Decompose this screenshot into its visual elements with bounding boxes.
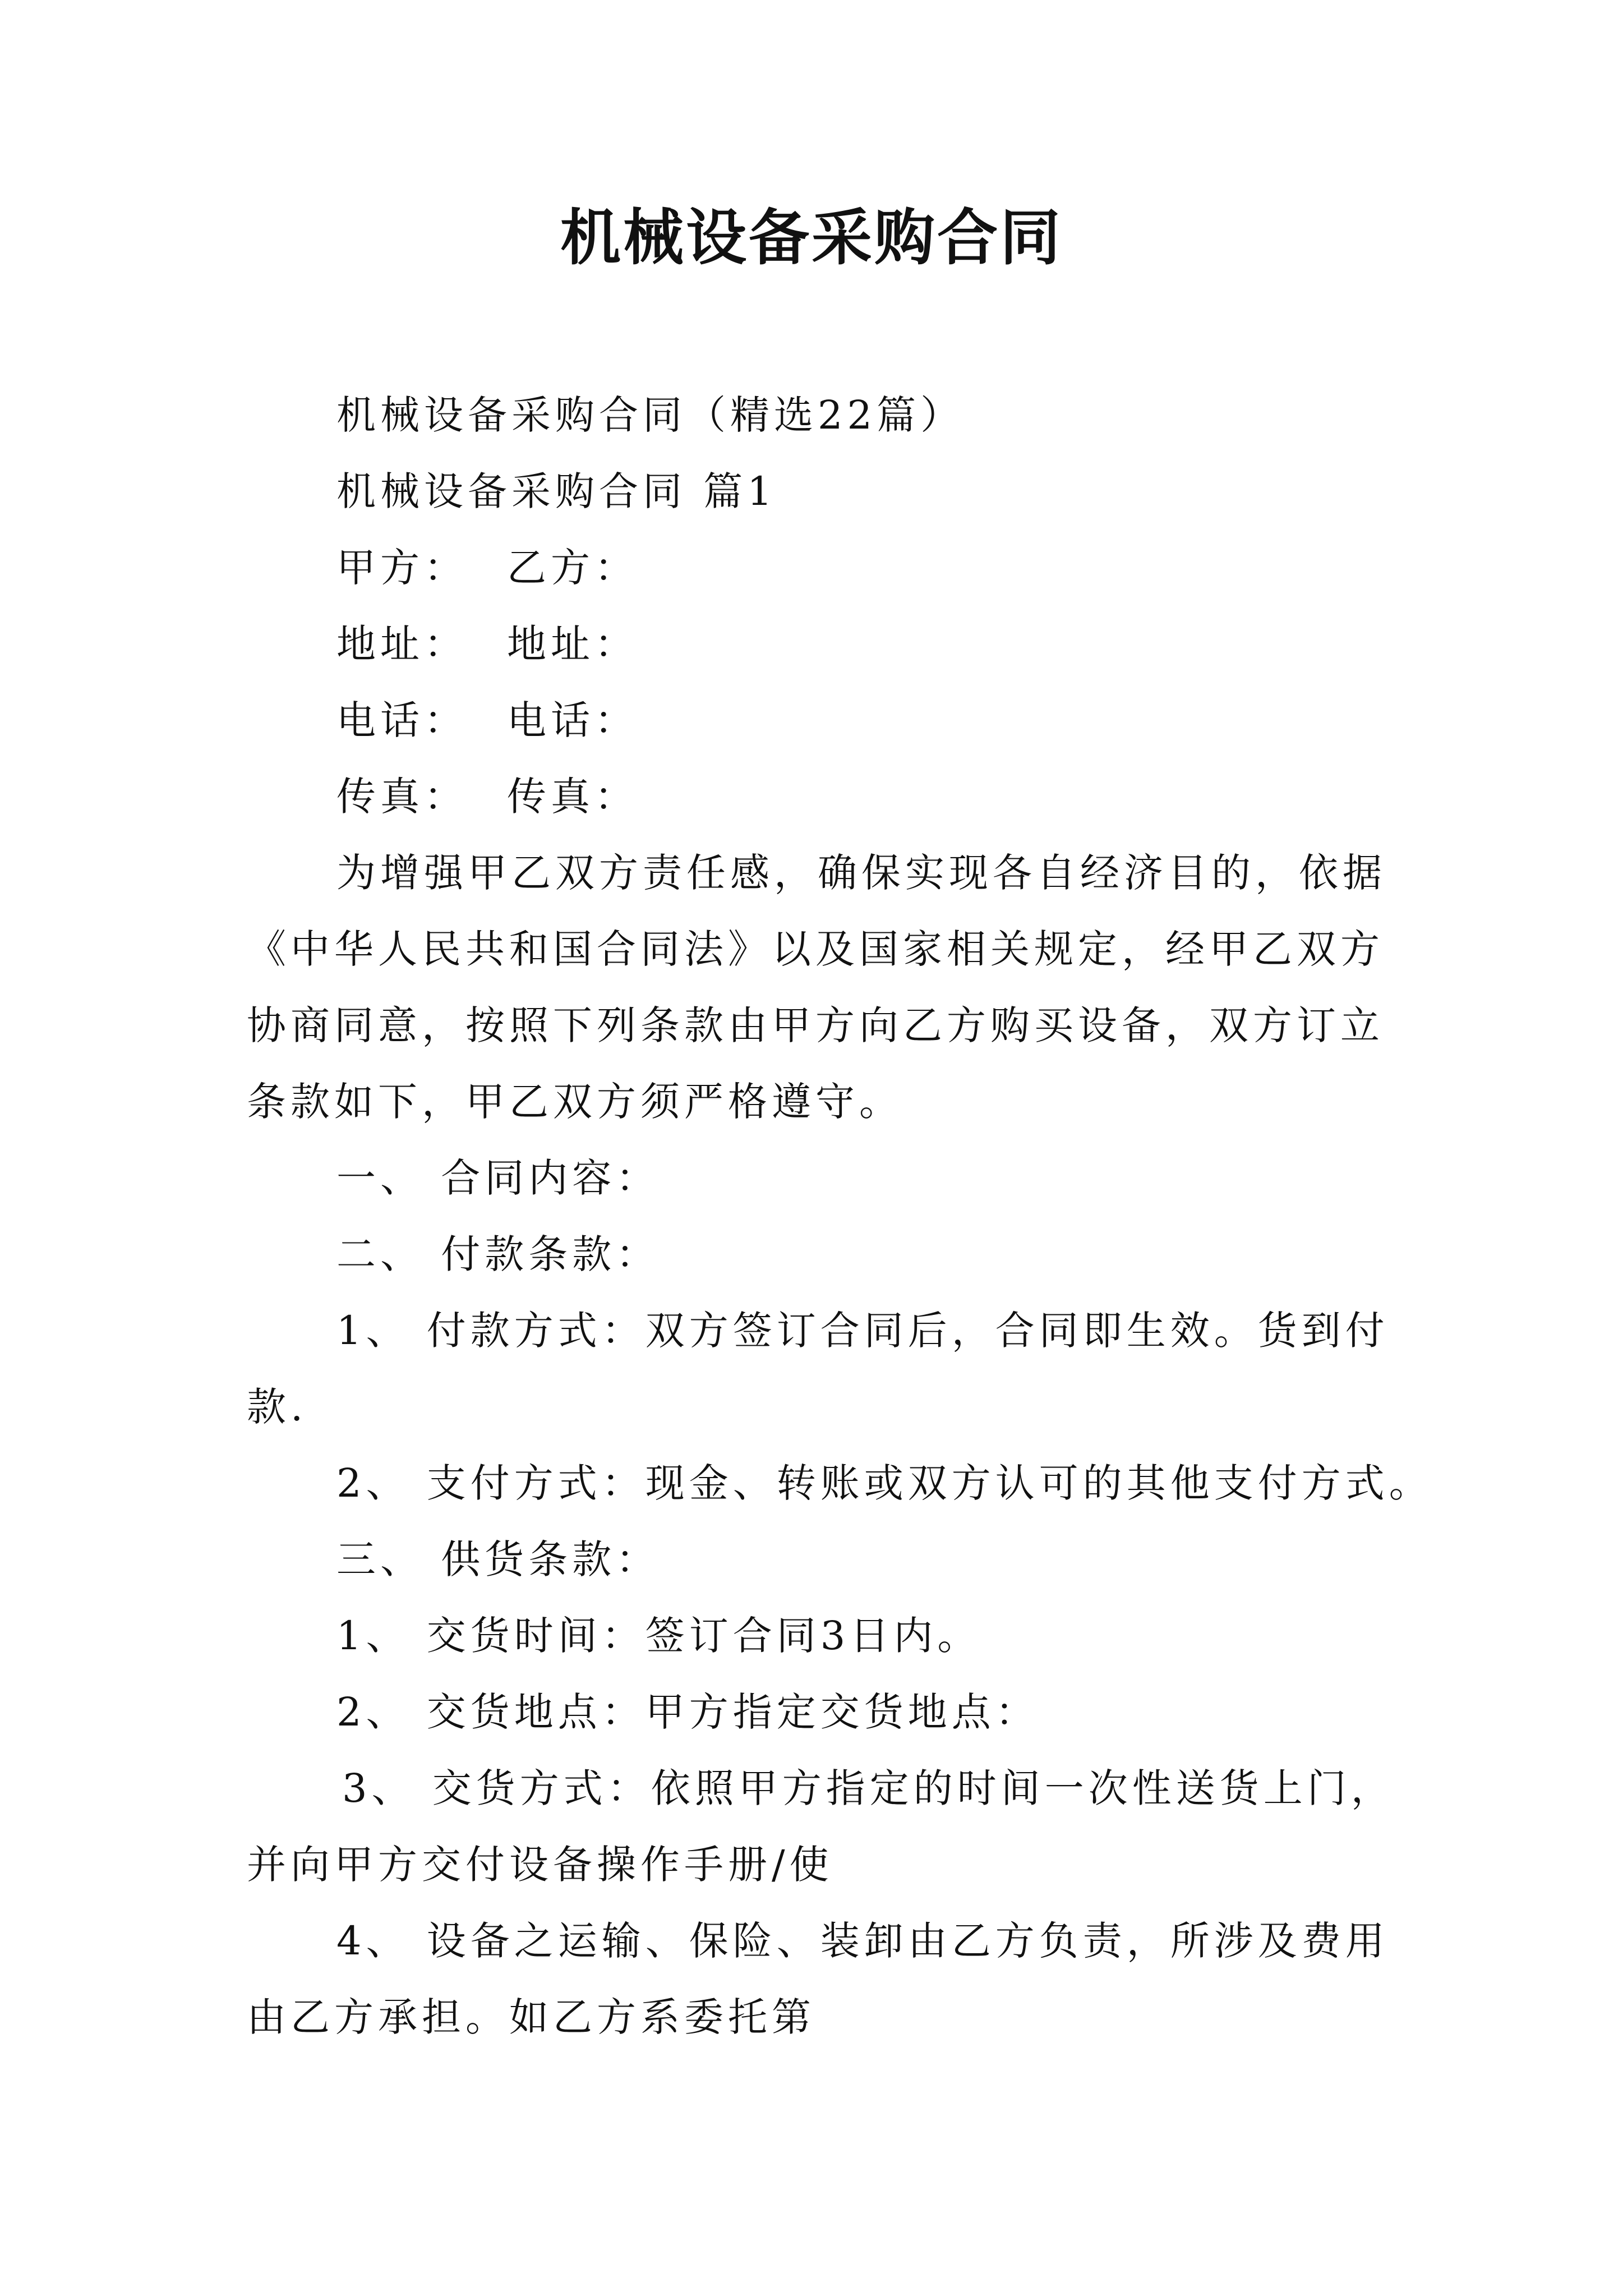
fax-a-label: 传真：	[336, 774, 468, 820]
intro-line: 为增强甲乙双方责任感，确保实现各自经济目的，依据	[336, 850, 1386, 896]
address-a-label: 地址：	[336, 621, 468, 667]
party-line	[336, 540, 638, 596]
fax-line	[336, 769, 638, 825]
party-a-label: 甲方：	[336, 545, 468, 591]
intro-line: 协商同意，按照下列条款由甲方向乙方购买设备，双方订立	[247, 1002, 1384, 1048]
fax-b-label: 传真：	[507, 774, 638, 820]
clause-item: 1、 交货时间：签订合同3日内。	[336, 1613, 981, 1659]
document-title: 机械设备采购合同	[560, 203, 1063, 273]
clause-item: 并向甲方交付设备操作手册/使	[247, 1842, 833, 1888]
phone-a-label: 电话：	[336, 697, 468, 743]
clause-item: 由乙方承担。如乙方系委托第	[247, 1994, 815, 2040]
clause-item: 3、 交货方式：依照甲方指定的时间一次性送货上门，	[342, 1765, 1395, 1811]
intro-line: 《中华人民共和国合同法》以及国家相关规定，经甲乙双方	[247, 926, 1384, 972]
clause-item: 2、 交货地点：甲方指定交货地点：	[336, 1689, 1039, 1735]
phone-b-label: 电话：	[507, 697, 638, 743]
clause-item: 2、 支付方式：现金、转账或双方认可的其他支付方式。	[336, 1460, 1433, 1506]
intro-line: 条款如下，甲乙双方须严格遵守。	[247, 1079, 903, 1125]
address-b-label: 地址：	[507, 621, 638, 667]
document-subtitle: 机械设备采购合同（精选22篇）	[336, 392, 965, 438]
party-b-label: 乙方：	[507, 545, 638, 591]
phone-line	[336, 692, 638, 748]
clause-item: 款.	[247, 1384, 308, 1430]
clause-item: 1、 付款方式：双方签订合同后，合同即生效。货到付	[336, 1308, 1389, 1354]
clause-heading: 二、 付款条款：	[336, 1231, 660, 1277]
section-heading: 机械设备采购合同 篇1	[336, 468, 777, 514]
clause-heading: 三、 供货条款：	[336, 1536, 660, 1582]
clause-heading: 一、 合同内容：	[336, 1155, 660, 1201]
clause-item: 4、 设备之运输、保险、装卸由乙方负责，所涉及费用	[336, 1918, 1389, 1964]
address-line	[336, 616, 638, 672]
